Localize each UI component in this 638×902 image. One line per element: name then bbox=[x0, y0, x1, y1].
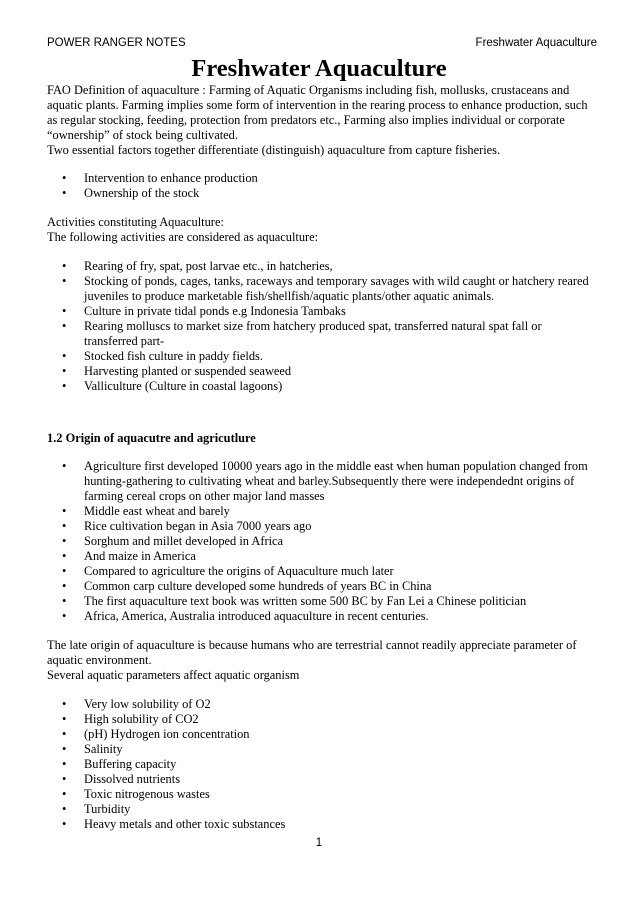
list-item: • (pH) Hydrogen ion concentration bbox=[47, 727, 598, 742]
list-item: • High solubility of CO2 bbox=[47, 712, 598, 727]
activities-intro: The following activities are considered as aquaculture: bbox=[47, 230, 319, 244]
list-item: • Intervention to enhance production bbox=[47, 171, 598, 186]
activities-heading: Activities constituting Aquaculture: bbox=[47, 215, 224, 229]
header-left: POWER RANGER NOTES bbox=[47, 37, 186, 49]
list-item: • Agriculture first developed 10000 years ago in the middle east when human population changed from hunting-gathering to cultivating wheat and barley.Subsequently there were independednt origins of farming cereal crops on other major land masses bbox=[47, 459, 598, 504]
list-item: • Rearing molluscs to market size from hatchery produced spat, transferred natural spat fall or transferred part- bbox=[47, 319, 598, 349]
list-item: • Common carp culture developed some hundreds of years BC in China bbox=[47, 579, 598, 594]
fao-definition: FAO Definition of aquaculture : Farming of Aquatic Organisms including fish, mollusks, crustaceans and aquatic plants. Farming implies some form of intervention in the rearing process to enhance production, such as regular stocking, feeding, protection from predators etc., Farming also implies individual or corporate “ownership” of stock being cultivated. bbox=[47, 83, 588, 142]
list-item: • Turbidity bbox=[47, 802, 598, 817]
list-item: • Toxic nitrogenous wastes bbox=[47, 787, 598, 802]
list-item: • Buffering capacity bbox=[47, 757, 598, 772]
factors-intro: Two essential factors together differentiate (distinguish) aquaculture from capture fisheries. bbox=[47, 143, 501, 157]
list-item: • Heavy metals and other toxic substances bbox=[47, 817, 598, 832]
list-item: • Stocking of ponds, cages, tanks, raceways and temporary savages with wild caught or hatchery reared juveniles to produce marketable fish/shellfish/aquatic plants/other aquatic animals. bbox=[47, 274, 598, 304]
parameters-list bbox=[47, 697, 598, 832]
list-item: • And maize in America bbox=[47, 549, 598, 564]
list-item: • Middle east wheat and barely bbox=[47, 504, 598, 519]
late-origin-paragraph: The late origin of aquaculture is because humans who are terrestrial cannot readily appreciate parameter of aquatic environment. bbox=[47, 638, 577, 667]
list-item: • Valliculture (Culture in coastal lagoons) bbox=[47, 379, 598, 394]
document-body bbox=[47, 83, 598, 832]
list-item: • Very low solubility of O2 bbox=[47, 697, 598, 712]
list-item: • Rice cultivation began in Asia 7000 years ago bbox=[47, 519, 598, 534]
list-item: • Rearing of fry, spat, post larvae etc., in hatcheries, bbox=[47, 259, 598, 274]
header-right: Freshwater Aquaculture bbox=[475, 37, 597, 49]
page-title: Freshwater Aquaculture bbox=[191, 55, 447, 82]
page-number: 1 bbox=[315, 837, 323, 849]
list-item: • The first aquaculture text book was written some 500 BC by Fan Lei a Chinese politician bbox=[47, 594, 598, 609]
parameters-intro: Several aquatic parameters affect aquatic organism bbox=[47, 668, 300, 682]
list-item: • Dissolved nutrients bbox=[47, 772, 598, 787]
factors-list bbox=[47, 171, 598, 201]
origin-list bbox=[47, 459, 598, 624]
list-item: • Ownership of the stock bbox=[47, 186, 598, 201]
activities-list bbox=[47, 259, 598, 394]
list-item: • Culture in private tidal ponds e.g Indonesia Tambaks bbox=[47, 304, 598, 319]
list-item: • Harvesting planted or suspended seaweed bbox=[47, 364, 598, 379]
list-item: • Sorghum and millet developed in Africa bbox=[47, 534, 598, 549]
section-heading-origin: 1.2 Origin of aquacutre and agricutlure bbox=[47, 431, 256, 445]
list-item: • Compared to agriculture the origins of Aquaculture much later bbox=[47, 564, 598, 579]
list-item: • Stocked fish culture in paddy fields. bbox=[47, 349, 598, 364]
list-item: • Salinity bbox=[47, 742, 598, 757]
list-item: • Africa, America, Australia introduced aquaculture in recent centuries. bbox=[47, 609, 598, 624]
